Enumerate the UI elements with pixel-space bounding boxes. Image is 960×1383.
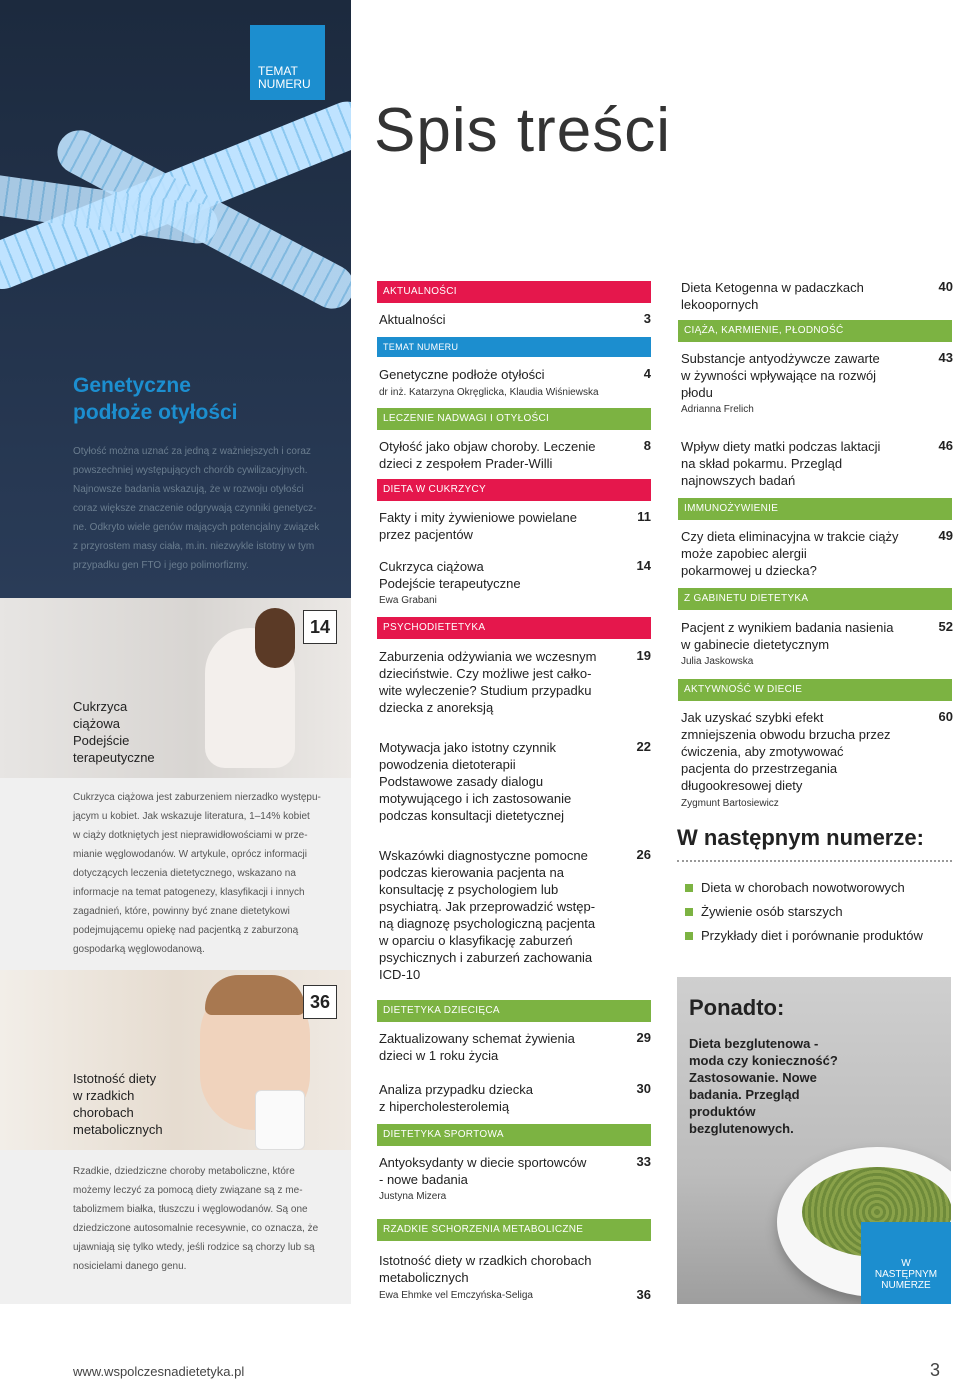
- text-line: zagadnień, które, powinny być znane dietetykowi: [73, 906, 290, 917]
- entry-line: ICD-10: [379, 967, 421, 982]
- entry-line: w gabinecie dietetycznym: [681, 637, 830, 652]
- toc-author: Zygmunt Bartosiewicz: [681, 798, 779, 809]
- caption-line: terapeutyczne: [73, 750, 155, 765]
- entry-line: Dieta Ketogenna w padaczkach: [681, 280, 864, 295]
- badge-line: NUMERZE: [881, 1280, 931, 1291]
- section-header-dietetyka-dziecieca: DIETETYKA DZIECIĘCA: [377, 1000, 651, 1022]
- bullet-icon: [685, 908, 693, 916]
- toc-page-number: 43: [938, 350, 953, 365]
- entry-line: Istotność diety w rzadkich chorobach: [379, 1253, 592, 1268]
- toc-page-number: 29: [636, 1030, 651, 1045]
- text-line: przypadku gen FTO i jego polimorfizmy.: [73, 560, 249, 571]
- toc-entry-title[interactable]: Aktualności: [379, 312, 446, 327]
- text-line: dziedziczone autosomalnie recesywnie, co oznacza, że: [73, 1223, 319, 1234]
- entry-line: Podejście terapeutyczne: [379, 576, 521, 591]
- toc-entry-title[interactable]: Genetyczne podłoże otyłości: [379, 367, 545, 382]
- toc-page-number: 4: [643, 366, 651, 381]
- footer-page-number: 3: [930, 1360, 941, 1380]
- child-milk-photo: [0, 970, 351, 1150]
- text-line: powszechniej występujących chorób cywilizacyjnych.: [73, 465, 308, 476]
- entry-line: Cukrzyca ciążowa: [379, 559, 484, 574]
- text-line: coraz większe znaczenie odgrywają czynniki genetycz-: [73, 503, 317, 514]
- toc-entry-title[interactable]: [681, 528, 898, 579]
- ponadto-text: [689, 1035, 854, 1137]
- badge-line: TEMAT: [258, 64, 298, 78]
- toc-page-number: 26: [636, 847, 651, 862]
- badge-line: NASTĘPNYM: [874, 1269, 938, 1280]
- toc-entry-title[interactable]: [681, 350, 880, 401]
- caption-line: Istotność diety: [73, 1071, 157, 1086]
- toc-page-number: 52: [938, 619, 953, 634]
- section-header-rzadkie-schorzenia: RZADKIE SCHORZENIA METABOLICZNE: [377, 1219, 651, 1241]
- feature-title-line: podłoże otyłości: [73, 401, 238, 424]
- entry-line: ćwiczenia, aby zmotywować: [681, 744, 844, 759]
- entry-line: Antyoksydanty w diecie sportowców: [379, 1155, 587, 1170]
- text-line: podejmującemu opiekę nad pacjentką z zaburzoną: [73, 925, 299, 936]
- entry-line: dzieciństwie. Czy możliwe jest całko-: [379, 666, 592, 681]
- toc-page-number: 11: [637, 509, 651, 524]
- entry-line: podczas kierowania pacjenta na: [379, 865, 565, 880]
- badge-line: W: [901, 1258, 911, 1269]
- page-number-box: 36: [303, 985, 337, 1019]
- entry-line: najnowszych badań: [681, 473, 796, 488]
- section-header-dieta-w-cukrzycy: DIETA W CUKRZYCY: [377, 479, 651, 501]
- caption-line: w rzadkich: [73, 1088, 135, 1103]
- entry-line: Jak uzyskać szybki efekt: [681, 710, 824, 725]
- toc-entry-title[interactable]: [379, 1252, 591, 1286]
- ponadto-line: produktów: [689, 1104, 756, 1119]
- section-header-temat-numeru: TEMAT NUMERU: [377, 337, 651, 357]
- entry-line: dzieci z zespołem Prader-Willi: [379, 456, 553, 471]
- toc-author: Ewa Grabani: [379, 595, 437, 606]
- toc-entry-title[interactable]: [379, 739, 571, 824]
- toc-page-number: 33: [636, 1154, 651, 1169]
- story2-text: [73, 1162, 338, 1276]
- toc-entry-title[interactable]: [681, 279, 864, 313]
- text-line: w ciąży dotkniętych jest nieprawidłowościami w prze-: [73, 830, 308, 841]
- dotted-divider: [677, 860, 952, 862]
- entry-line: Wpływ diety matki podczas laktacji: [681, 439, 881, 454]
- entry-line: konsultację z psychologiem lub: [379, 882, 559, 897]
- entry-line: lekoopornych: [681, 297, 759, 312]
- text-line: nosicielami danego genu.: [73, 1261, 187, 1272]
- text-line: informacje na temat patogenezy, klasyfikacji i innych: [73, 887, 305, 898]
- toc-page-number: 3: [643, 311, 651, 326]
- text-line: Cukrzyca ciążowa jest zaburzeniem nierzadko występu-: [73, 792, 321, 803]
- bullet-icon: [685, 932, 693, 940]
- next-issue-item-label: Przykłady diet i porównanie produktów: [701, 928, 923, 943]
- entry-line: Zaburzenia odżywiania we wczesnym: [379, 649, 597, 664]
- text-line: ujawniają się tylko wtedy, jeśli rodzice są chorzy lub są: [73, 1242, 315, 1253]
- section-header-ciaza: CIĄŻA, KARMIENIE, PŁODNOŚĆ: [678, 320, 952, 342]
- toc-entry-title[interactable]: [681, 619, 893, 653]
- entry-line: metabolicznych: [379, 1270, 469, 1285]
- entry-line: powodzenia dietoterapii: [379, 757, 516, 772]
- toc-entry-title[interactable]: [379, 558, 521, 592]
- toc-entry-title[interactable]: [379, 648, 596, 716]
- footer-url-link[interactable]: www.wspolczesnadietetyka.pl: [73, 1364, 245, 1379]
- toc-page-number: 40: [938, 279, 953, 294]
- story1-caption: [73, 698, 155, 766]
- toc-entry-title[interactable]: [379, 509, 577, 543]
- temat-numeru-badge: [250, 25, 325, 100]
- toc-page-number: 49: [938, 528, 953, 543]
- toc-entry-title[interactable]: [379, 438, 596, 472]
- entry-line: psychicznych i zaburzeń zachowania: [379, 950, 593, 965]
- text-line: gospodarką węglowodanową.: [73, 944, 205, 955]
- text-line: Rzadkie, dziedziczne choroby metaboliczne, które: [73, 1166, 295, 1177]
- feature-text: [73, 442, 338, 575]
- text-line: tabolizmem białka, tłuszczu i węglowodanów. Są one: [73, 1204, 308, 1215]
- pregnant-woman-photo: [0, 598, 351, 778]
- entry-line: Wskazówki diagnostyczne pomocne: [379, 848, 588, 863]
- toc-page-number: 14: [636, 558, 651, 573]
- next-issue-badge: [861, 1222, 951, 1304]
- entry-line: może zapobiec alergii: [681, 546, 807, 561]
- toc-entry-title[interactable]: [379, 1081, 533, 1115]
- toc-author: Justyna Mizera: [379, 1191, 447, 1202]
- toc-page-number: 46: [938, 438, 953, 453]
- toc-entry-title[interactable]: [681, 709, 891, 794]
- text-line: dotyczących leczenia dietetycznego, wskazano na: [73, 868, 296, 879]
- entry-line: Otyłość jako objaw choroby. Leczenie: [379, 439, 596, 454]
- entry-line: wite wyleczenie? Studium przypadku: [379, 683, 592, 698]
- entry-line: płodu: [681, 385, 713, 400]
- entry-line: zmniejszenia obwodu brzucha przez: [681, 727, 891, 742]
- page-title: Spis treści: [374, 96, 671, 165]
- caption-line: Cukrzyca: [73, 699, 128, 714]
- badge-line: NUMERU: [258, 77, 311, 91]
- ponadto-line: badania. Przegląd: [689, 1087, 800, 1102]
- entry-line: pacjenta do przestrzegania: [681, 761, 838, 776]
- entry-line: dziecka z anoreksją: [379, 700, 494, 715]
- next-issue-item-label: Żywienie osób starszych: [701, 904, 843, 919]
- entry-line: Podstawowe zasady dialogu: [379, 774, 544, 789]
- entry-line: ną diagnozę psychologiczną pacjenta: [379, 916, 596, 931]
- entry-line: Pacjent z wynikiem badania nasienia: [681, 620, 894, 635]
- caption-line: chorobach: [73, 1105, 134, 1120]
- toc-page-number: 30: [636, 1081, 651, 1096]
- toc-author: Ewa Ehmke vel Emczyńska-Seliga: [379, 1290, 533, 1301]
- entry-line: Fakty i mity żywieniowe powielane: [379, 510, 577, 525]
- entry-line: - nowe badania: [379, 1172, 468, 1187]
- entry-line: pokarmowej u dziecka?: [681, 563, 817, 578]
- caption-line: metabolicznych: [73, 1122, 163, 1137]
- caption-line: Podejście: [73, 733, 130, 748]
- entry-line: motywującego i ich zastosowanie: [379, 791, 572, 806]
- entry-line: Zaktualizowany schemat żywienia: [379, 1031, 575, 1046]
- text-line: Najnowsze badania wskazują, że w rozwoju otyłości: [73, 484, 304, 495]
- section-header-leczenie: LECZENIE NADWAGI I OTYŁOŚCI: [377, 408, 651, 430]
- entry-line: Substancje antyodżywcze zawarte: [681, 351, 880, 366]
- entry-line: podczas konsultacji dietetycznej: [379, 808, 564, 823]
- entry-line: w żywności wpływające na rozwój: [681, 368, 877, 383]
- next-issue-item: [685, 904, 843, 919]
- entry-line: psychiatrą. Jak przeprowadzić wstęp-: [379, 899, 596, 914]
- entry-line: z hipercholesterolemią: [379, 1099, 510, 1114]
- toc-entry-title[interactable]: [379, 847, 595, 983]
- text-line: mianie węglowodanów. W artykule, oprócz informacji: [73, 849, 307, 860]
- ponadto-line: Zastosowanie. Nowe: [689, 1070, 817, 1085]
- toc-page-number: 60: [938, 709, 953, 724]
- caption-line: ciążowa: [73, 716, 120, 731]
- text-line: możemy leczyć za pomocą diety związane są z me-: [73, 1185, 303, 1196]
- section-header-immunozywienie: IMMUNOŻYWIENIE: [678, 498, 952, 520]
- text-line: ne. Odkryto wiele genów mających potencjalny związek: [73, 522, 320, 533]
- section-header-dietetyka-sportowa: DIETETYKA SPORTOWA: [377, 1124, 651, 1146]
- page-number-box: 14: [303, 610, 337, 644]
- toc-author: dr inż. Katarzyna Okręglicka, Klaudia Wiśniewska: [379, 387, 599, 398]
- ponadto-line: Dieta bezglutenowa -: [689, 1036, 819, 1051]
- next-issue-item: [685, 880, 905, 895]
- toc-page-number: 19: [636, 648, 651, 663]
- feature-title-line: Genetyczne: [73, 374, 191, 397]
- toc-author: Julia Jaskowska: [681, 656, 754, 667]
- text-line: Otyłość można uznać za jedną z ważniejszych i coraz: [73, 446, 311, 457]
- entry-line: Czy dieta eliminacyjna w trakcie ciąży: [681, 529, 899, 544]
- toc-page-number: 8: [643, 438, 651, 453]
- ponadto-title: Ponadto:: [689, 995, 785, 1020]
- section-header-psychodietetyka: PSYCHODIETETYKA: [377, 617, 651, 639]
- entry-line: Motywacja jako istotny czynnik: [379, 740, 557, 755]
- toc-page-number: 36: [636, 1287, 651, 1302]
- text-line: jącym u kobiet. Jak wskazuje literatura, 1–14% kobiet: [73, 811, 310, 822]
- toc-author: Adrianna Frelich: [681, 404, 754, 415]
- text-line: z przyrostem masy ciała, m.in. niezwykle istotny w tym: [73, 541, 315, 552]
- entry-line: długookresowej diety: [681, 778, 803, 793]
- entry-line: przez pacjentów: [379, 527, 473, 542]
- bullet-icon: [685, 884, 693, 892]
- story1-text: [73, 788, 338, 959]
- entry-line: dzieci w 1 roku życia: [379, 1048, 499, 1063]
- next-issue-title: W następnym numerze:: [677, 825, 924, 850]
- next-issue-item-label: Dieta w chorobach nowotworowych: [701, 880, 905, 895]
- ponadto-line: moda czy konieczność?: [689, 1053, 838, 1068]
- toc-entry-title[interactable]: [379, 1154, 586, 1188]
- ponadto-line: bezglutenowych.: [689, 1121, 794, 1136]
- entry-line: w oparciu o klasyfikację zaburzeń: [379, 933, 573, 948]
- feature-title: [73, 372, 323, 426]
- section-header-aktywnosc: AKTYWNOŚĆ W DIECIE: [678, 679, 952, 701]
- story2-caption: [73, 1070, 163, 1138]
- entry-line: Analiza przypadku dziecka: [379, 1082, 533, 1097]
- toc-page-number: 22: [636, 739, 651, 754]
- toc-entry-title[interactable]: [379, 1030, 575, 1064]
- entry-line: na skład pokarmu. Przegląd: [681, 456, 843, 471]
- section-header-aktualnosci: AKTUALNOŚCI: [377, 281, 651, 303]
- next-issue-item: [685, 928, 923, 943]
- section-header-z-gabinetu: Z GABINETU DIETETYKA: [678, 588, 952, 610]
- toc-entry-title[interactable]: [681, 438, 880, 489]
